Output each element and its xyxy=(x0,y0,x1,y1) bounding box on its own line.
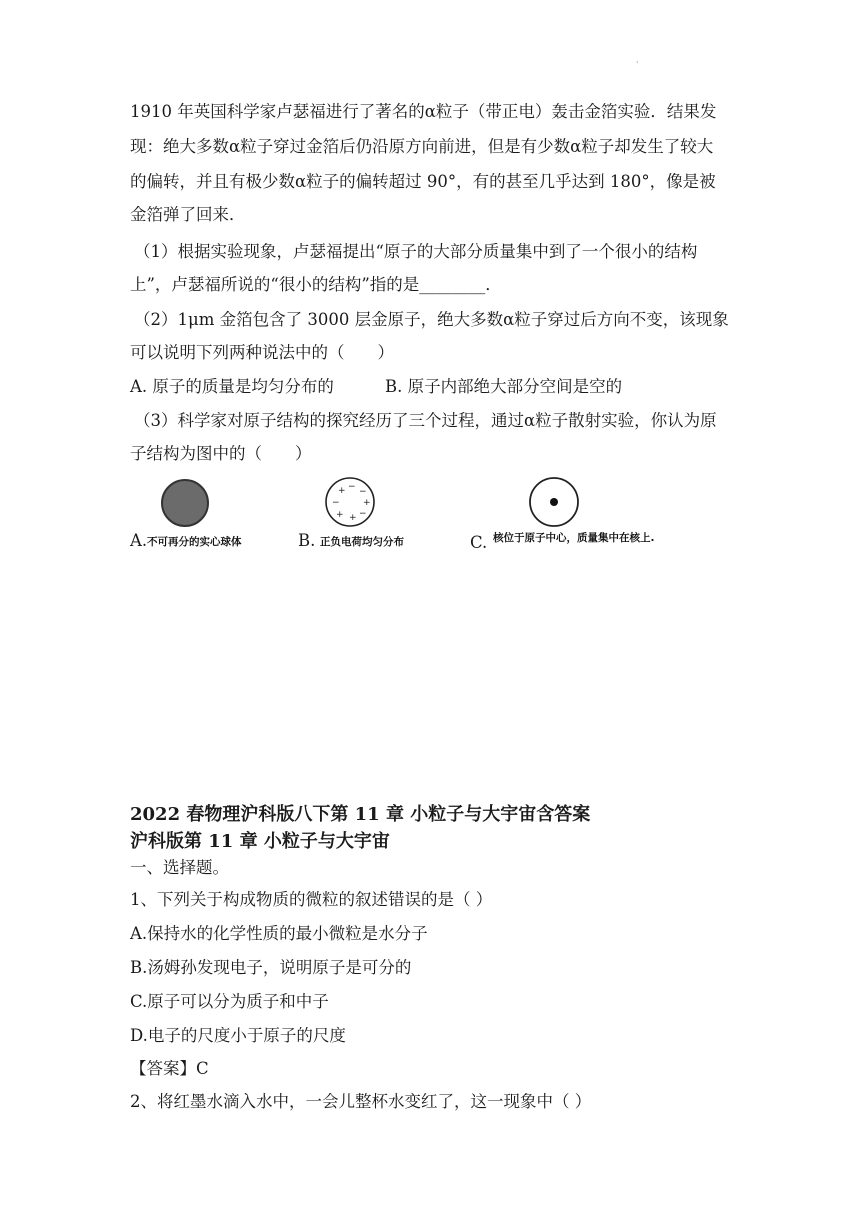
svg-text:+: + xyxy=(336,510,344,520)
plum-pudding-model-icon xyxy=(322,476,382,530)
mc-question-1-answer: 【答案】C xyxy=(130,1059,209,1078)
passage-line-1: 1910 年英国科学家卢瑟福进行了著名的α粒子（带正电）轰击金箔实验．结果发 xyxy=(130,102,717,121)
passage-line-4: 金箔弹了回来． xyxy=(130,205,246,224)
svg-text:+: + xyxy=(363,498,371,508)
document-title: 2022 春物理沪科版八下第 11 章 小粒子与大宇宙含答案 xyxy=(130,804,591,825)
atom-model-figure-b xyxy=(298,476,448,556)
mc-question-1-option-c: C.原子可以分为质子和中子 xyxy=(130,992,329,1011)
mc-question-1: 1、下列关于构成物质的微粒的叙述错误的是（ ） xyxy=(130,890,493,909)
atom-model-figure-c xyxy=(470,476,690,556)
mc-question-2: 2、将红墨水滴入水中，一会儿整杯水变红了，这一现象中（ ） xyxy=(130,1092,592,1111)
atom-model-figure-a xyxy=(130,476,280,556)
page-mark: · xyxy=(636,58,639,67)
question-2-option-b: B. 原子内部绝大部分空间是空的 xyxy=(385,377,623,396)
nuclear-model-icon xyxy=(528,476,588,530)
figure-c-caption: 核位于原子中心，质量集中在核上. xyxy=(493,532,655,544)
mc-question-1-option-d: D.电子的尺度小于原子的尺度 xyxy=(130,1026,346,1045)
section-heading: 一、选择题。 xyxy=(130,858,229,877)
svg-text:−: − xyxy=(359,509,367,519)
mc-question-1-option-b: B.汤姆孙发现电子，说明原子是可分的 xyxy=(130,958,412,977)
question-3-line-1: （3）科学家对原子结构的探究经历了三个过程，通过α粒子散射实验，你认为原 xyxy=(134,411,717,430)
chapter-title: 沪科版第 11 章 小粒子与大宇宙 xyxy=(130,831,390,852)
passage-line-2: 现：绝大多数α粒子穿过金箔后仍沿原方向前进，但是有少数α粒子却发生了较大 xyxy=(130,137,714,156)
svg-text:−: − xyxy=(332,498,340,508)
svg-text:−: − xyxy=(348,482,356,492)
solid-sphere-icon xyxy=(158,478,218,530)
question-1-line-1: （1）根据实验现象，卢瑟福提出“原子的大部分质量集中到了一个很小的结构 xyxy=(134,242,698,261)
question-3-line-2: 子结构为图中的（ ） xyxy=(130,444,312,463)
question-2-line-1: （2）1μm 金箔包含了 3000 层金原子，绝大多数α粒子穿过后方向不变，该现象 xyxy=(134,310,729,329)
question-2-line-2: 可以说明下列两种说法中的（ ） xyxy=(130,343,394,362)
question-2-option-a: A. 原子的质量是均匀分布的 xyxy=(130,377,334,396)
figure-a-caption: 不可再分的实心球体 xyxy=(147,536,242,548)
figure-a-letter: A. xyxy=(130,531,148,550)
svg-text:+: + xyxy=(338,486,346,496)
figure-b-caption: 正负电荷均匀分布 xyxy=(320,536,404,548)
svg-text:+: + xyxy=(349,513,357,523)
figure-b-letter: B. xyxy=(298,531,316,550)
figure-c-letter: C. xyxy=(470,533,488,552)
question-1-line-2: 上”，卢瑟福所说的“很小的结构”指的是________． xyxy=(130,275,502,294)
mc-question-1-option-a: A.保持水的化学性质的最小微粒是水分子 xyxy=(130,924,428,943)
svg-text:−: − xyxy=(359,487,367,497)
passage-line-3: 的偏转，并且有极少数α粒子的偏转超过 90°，有的甚至几乎达到 180°，像是被 xyxy=(130,172,716,191)
